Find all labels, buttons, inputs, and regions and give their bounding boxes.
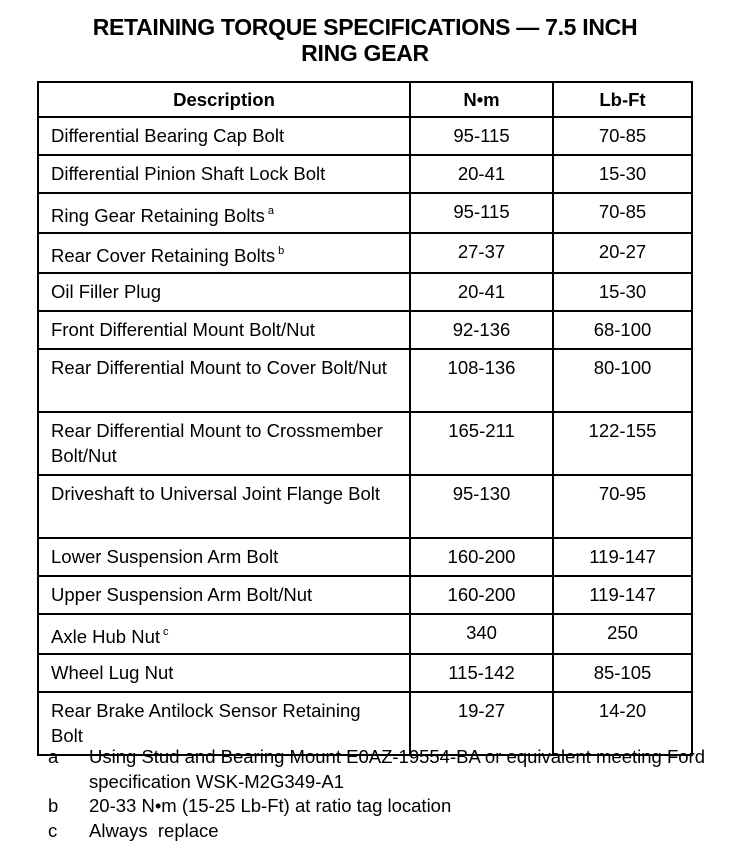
table-row xyxy=(38,614,692,654)
footnote-item xyxy=(48,819,728,844)
table-row xyxy=(38,349,692,412)
description-cell xyxy=(38,538,410,576)
lbft-cell: 85-105 xyxy=(553,654,692,692)
nm-cell: 20-41 xyxy=(410,155,553,193)
table-row xyxy=(38,412,692,475)
footnote-letter: b xyxy=(48,795,59,816)
description-text: Front Differential Mount Bolt/Nut xyxy=(51,319,315,340)
lbft-cell: 14-20 xyxy=(553,692,692,755)
nm-cell: 27-37 xyxy=(410,233,553,273)
description-cell xyxy=(38,155,410,193)
table-row xyxy=(38,311,692,349)
table-row xyxy=(38,475,692,538)
column-header-lbft: Lb-Ft xyxy=(553,82,692,117)
description-text: Rear Differential Mount to Crossmember Bolt/Nut xyxy=(51,420,394,466)
footnote-item xyxy=(48,745,728,794)
lbft-cell: 70-95 xyxy=(553,475,692,538)
footnote-marker: b xyxy=(278,245,285,257)
nm-cell: 165-211 xyxy=(410,412,553,475)
nm-cell: 20-41 xyxy=(410,273,553,311)
table-row xyxy=(38,576,692,614)
page-title xyxy=(0,14,730,66)
nm-cell: 95-130 xyxy=(410,475,553,538)
lbft-cell: 250 xyxy=(553,614,692,654)
nm-cell: 340 xyxy=(410,614,553,654)
table-row xyxy=(38,273,692,311)
table-row xyxy=(38,654,692,692)
description-cell xyxy=(38,273,410,311)
torque-spec-table xyxy=(37,81,693,756)
nm-cell: 160-200 xyxy=(410,576,553,614)
footnote-text: Always replace xyxy=(89,819,219,841)
description-text: Differential Pinion Shaft Lock Bolt xyxy=(51,163,326,184)
lbft-cell: 20-27 xyxy=(553,233,692,273)
title-line-2: RING GEAR xyxy=(301,40,429,66)
description-cell xyxy=(38,193,410,233)
table-row xyxy=(38,193,692,233)
column-header-description: Description xyxy=(38,82,410,117)
description-cell xyxy=(38,576,410,614)
table-row xyxy=(38,117,692,155)
description-text: Rear Differential Mount to Cover Bolt/Nut xyxy=(51,357,387,378)
nm-cell: 95-115 xyxy=(410,193,553,233)
lbft-cell: 68-100 xyxy=(553,311,692,349)
column-header-nm: N•m xyxy=(410,82,553,117)
description-cell xyxy=(38,412,410,475)
footnote-marker: c xyxy=(163,626,169,638)
lbft-cell: 80-100 xyxy=(553,349,692,412)
description-text: Wheel Lug Nut xyxy=(51,662,174,683)
footnote-text: 20-33 N•m (15-25 Lb-Ft) at ratio tag location xyxy=(89,795,452,816)
description-cell xyxy=(38,475,410,538)
footnote-letter: c xyxy=(48,819,58,841)
table-row xyxy=(38,538,692,576)
title-line-1: RETAINING TORQUE SPECIFICATIONS — 7.5 INCH xyxy=(92,14,638,40)
lbft-cell: 70-85 xyxy=(553,193,692,233)
lbft-cell: 119-147 xyxy=(553,538,692,576)
description-cell xyxy=(38,311,410,349)
table-row xyxy=(38,155,692,193)
lbft-cell: 70-85 xyxy=(553,117,692,155)
nm-cell: 95-115 xyxy=(410,117,553,155)
description-text: Differential Bearing Cap Bolt xyxy=(51,125,285,146)
description-cell xyxy=(38,233,410,273)
description-cell xyxy=(38,654,410,692)
nm-cell: 19-27 xyxy=(410,692,553,755)
table-header-row xyxy=(38,82,692,117)
description-cell xyxy=(38,117,410,155)
lbft-cell: 15-30 xyxy=(553,273,692,311)
footnote-marker: a xyxy=(267,205,275,217)
nm-cell: 115-142 xyxy=(410,654,553,692)
table-row xyxy=(38,233,692,273)
lbft-cell: 122-155 xyxy=(553,412,692,475)
footnote-text: Using Stud and Bearing Mount E0AZ-19554-BA or equivalent meeting Ford specification WSK-M2G349-A1 xyxy=(89,746,706,792)
lbft-cell: 15-30 xyxy=(553,155,692,193)
nm-cell: 160-200 xyxy=(410,538,553,576)
description-text: Upper Suspension Arm Bolt/Nut xyxy=(51,584,313,605)
lbft-cell: 119-147 xyxy=(553,576,692,614)
description-text: Lower Suspension Arm Bolt xyxy=(51,546,279,567)
description-text: Rear Brake Antilock Sensor Retaining Bolt xyxy=(51,700,361,746)
footnote-letter: a xyxy=(48,746,59,767)
footnotes xyxy=(48,745,728,843)
footnote-item xyxy=(48,794,728,819)
nm-cell: 108-136 xyxy=(410,349,553,412)
description-text: Driveshaft to Universal Joint Flange Bolt xyxy=(51,483,381,504)
description-text: Oil Filler Plug xyxy=(51,281,161,302)
description-text: Rear Cover Retaining Bolts xyxy=(51,245,276,266)
description-text: Axle Hub Nut xyxy=(51,626,160,647)
description-cell xyxy=(38,349,410,412)
nm-cell: 92-136 xyxy=(410,311,553,349)
description-text: Ring Gear Retaining Bolts xyxy=(51,205,265,226)
description-cell xyxy=(38,614,410,654)
